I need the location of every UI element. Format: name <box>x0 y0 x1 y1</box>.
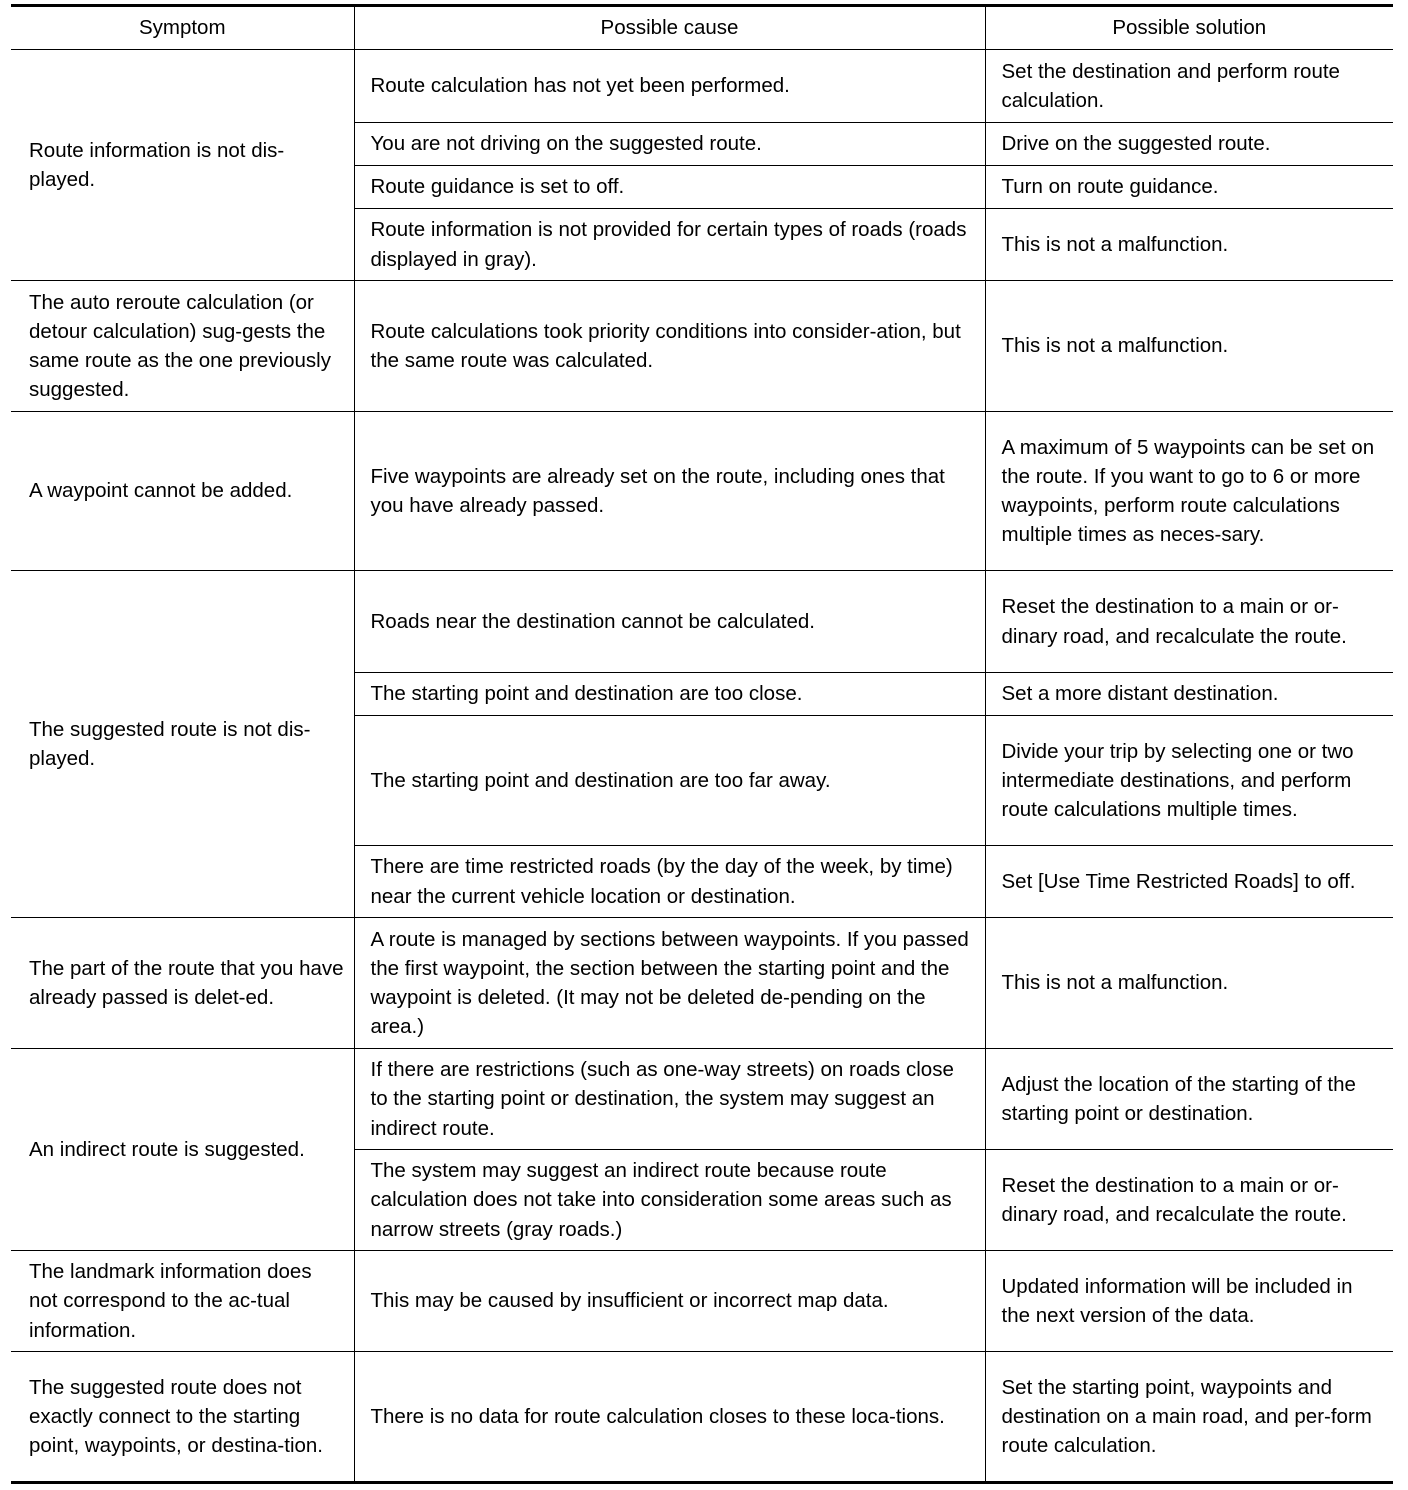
cause-cell: Five waypoints are already set on the route, including ones that you have already passed. <box>354 412 985 571</box>
cause-cell: The starting point and destination are too close. <box>354 673 985 716</box>
symptom-cell: Route information is not dis-played. <box>11 50 354 281</box>
cause-cell: Route calculation has not yet been performed. <box>354 50 985 123</box>
header-possible-cause: Possible cause <box>354 6 985 50</box>
cause-cell: The system may suggest an indirect route because route calculation does not take into consideration some areas such as narrow streets (gray roads.) <box>354 1150 985 1251</box>
table-row <box>11 571 1393 673</box>
cause-cell: There are time restricted roads (by the day of the week, by time) near the current vehicle location or destination. <box>354 846 985 918</box>
solution-cell: This is not a malfunction. <box>985 281 1393 412</box>
solution-cell: Drive on the suggested route. <box>985 123 1393 166</box>
solution-cell: Set the starting point, waypoints and destination on a main road, and per-form route calculation. <box>985 1352 1393 1483</box>
cause-cell: Roads near the destination cannot be calculated. <box>354 571 985 673</box>
solution-cell: Set a more distant destination. <box>985 673 1393 716</box>
symptom-cell: A waypoint cannot be added. <box>11 412 354 571</box>
symptom-cell: An indirect route is suggested. <box>11 1049 354 1251</box>
troubleshooting-table <box>11 4 1393 1484</box>
symptom-cell: The suggested route is not dis-played. <box>11 571 354 918</box>
solution-cell: Turn on route guidance. <box>985 166 1393 209</box>
solution-cell: Set the destination and perform route calculation. <box>985 50 1393 123</box>
cause-cell: If there are restrictions (such as one-way streets) on roads close to the starting point or destination, the system may suggest an indirect route. <box>354 1049 985 1150</box>
solution-cell: Set [Use Time Restricted Roads] to off. <box>985 846 1393 918</box>
solution-cell: Reset the destination to a main or or-dinary road, and recalculate the route. <box>985 1150 1393 1251</box>
solution-cell: This is not a malfunction. <box>985 209 1393 281</box>
header-possible-solution: Possible solution <box>985 6 1393 50</box>
table-row <box>11 50 1393 123</box>
cause-cell: Route information is not provided for certain types of roads (roads displayed in gray). <box>354 209 985 281</box>
symptom-cell: The landmark information does not correspond to the ac-tual information. <box>11 1251 354 1352</box>
solution-cell: This is not a malfunction. <box>985 918 1393 1049</box>
cause-cell: The starting point and destination are too far away. <box>354 716 985 846</box>
solution-cell: Adjust the location of the starting of the starting point or destination. <box>985 1049 1393 1150</box>
header-row <box>11 6 1393 50</box>
table-row <box>11 412 1393 571</box>
table-row <box>11 918 1393 1049</box>
cause-cell: This may be caused by insufficient or incorrect map data. <box>354 1251 985 1352</box>
solution-cell: Reset the destination to a main or or-dinary road, and recalculate the route. <box>985 571 1393 673</box>
cause-cell: There is no data for route calculation closes to these loca-tions. <box>354 1352 985 1483</box>
solution-cell: Divide your trip by selecting one or two intermediate destinations, and perform route calculations multiple times. <box>985 716 1393 846</box>
symptom-cell: The part of the route that you have already passed is delet-ed. <box>11 918 354 1049</box>
cause-cell: Route guidance is set to off. <box>354 166 985 209</box>
table-row <box>11 1251 1393 1352</box>
table-row <box>11 1352 1393 1483</box>
cause-cell: You are not driving on the suggested route. <box>354 123 985 166</box>
cause-cell: Route calculations took priority conditions into consider-ation, but the same route was calculated. <box>354 281 985 412</box>
table-row <box>11 1049 1393 1150</box>
solution-cell: A maximum of 5 waypoints can be set on the route. If you want to go to 6 or more waypoints, perform route calculations multiple times as neces-sary. <box>985 412 1393 571</box>
table-row <box>11 281 1393 412</box>
header-symptom: Symptom <box>11 6 354 50</box>
solution-cell: Updated information will be included in the next version of the data. <box>985 1251 1393 1352</box>
cause-cell: A route is managed by sections between waypoints. If you passed the first waypoint, the section between the starting point and the waypoint is deleted. (It may not be deleted de-pending on the area.) <box>354 918 985 1049</box>
symptom-cell: The suggested route does not exactly connect to the starting point, waypoints, or destina-tion. <box>11 1352 354 1483</box>
symptom-cell: The auto reroute calculation (or detour calculation) sug-gests the same route as the one previously suggested. <box>11 281 354 412</box>
